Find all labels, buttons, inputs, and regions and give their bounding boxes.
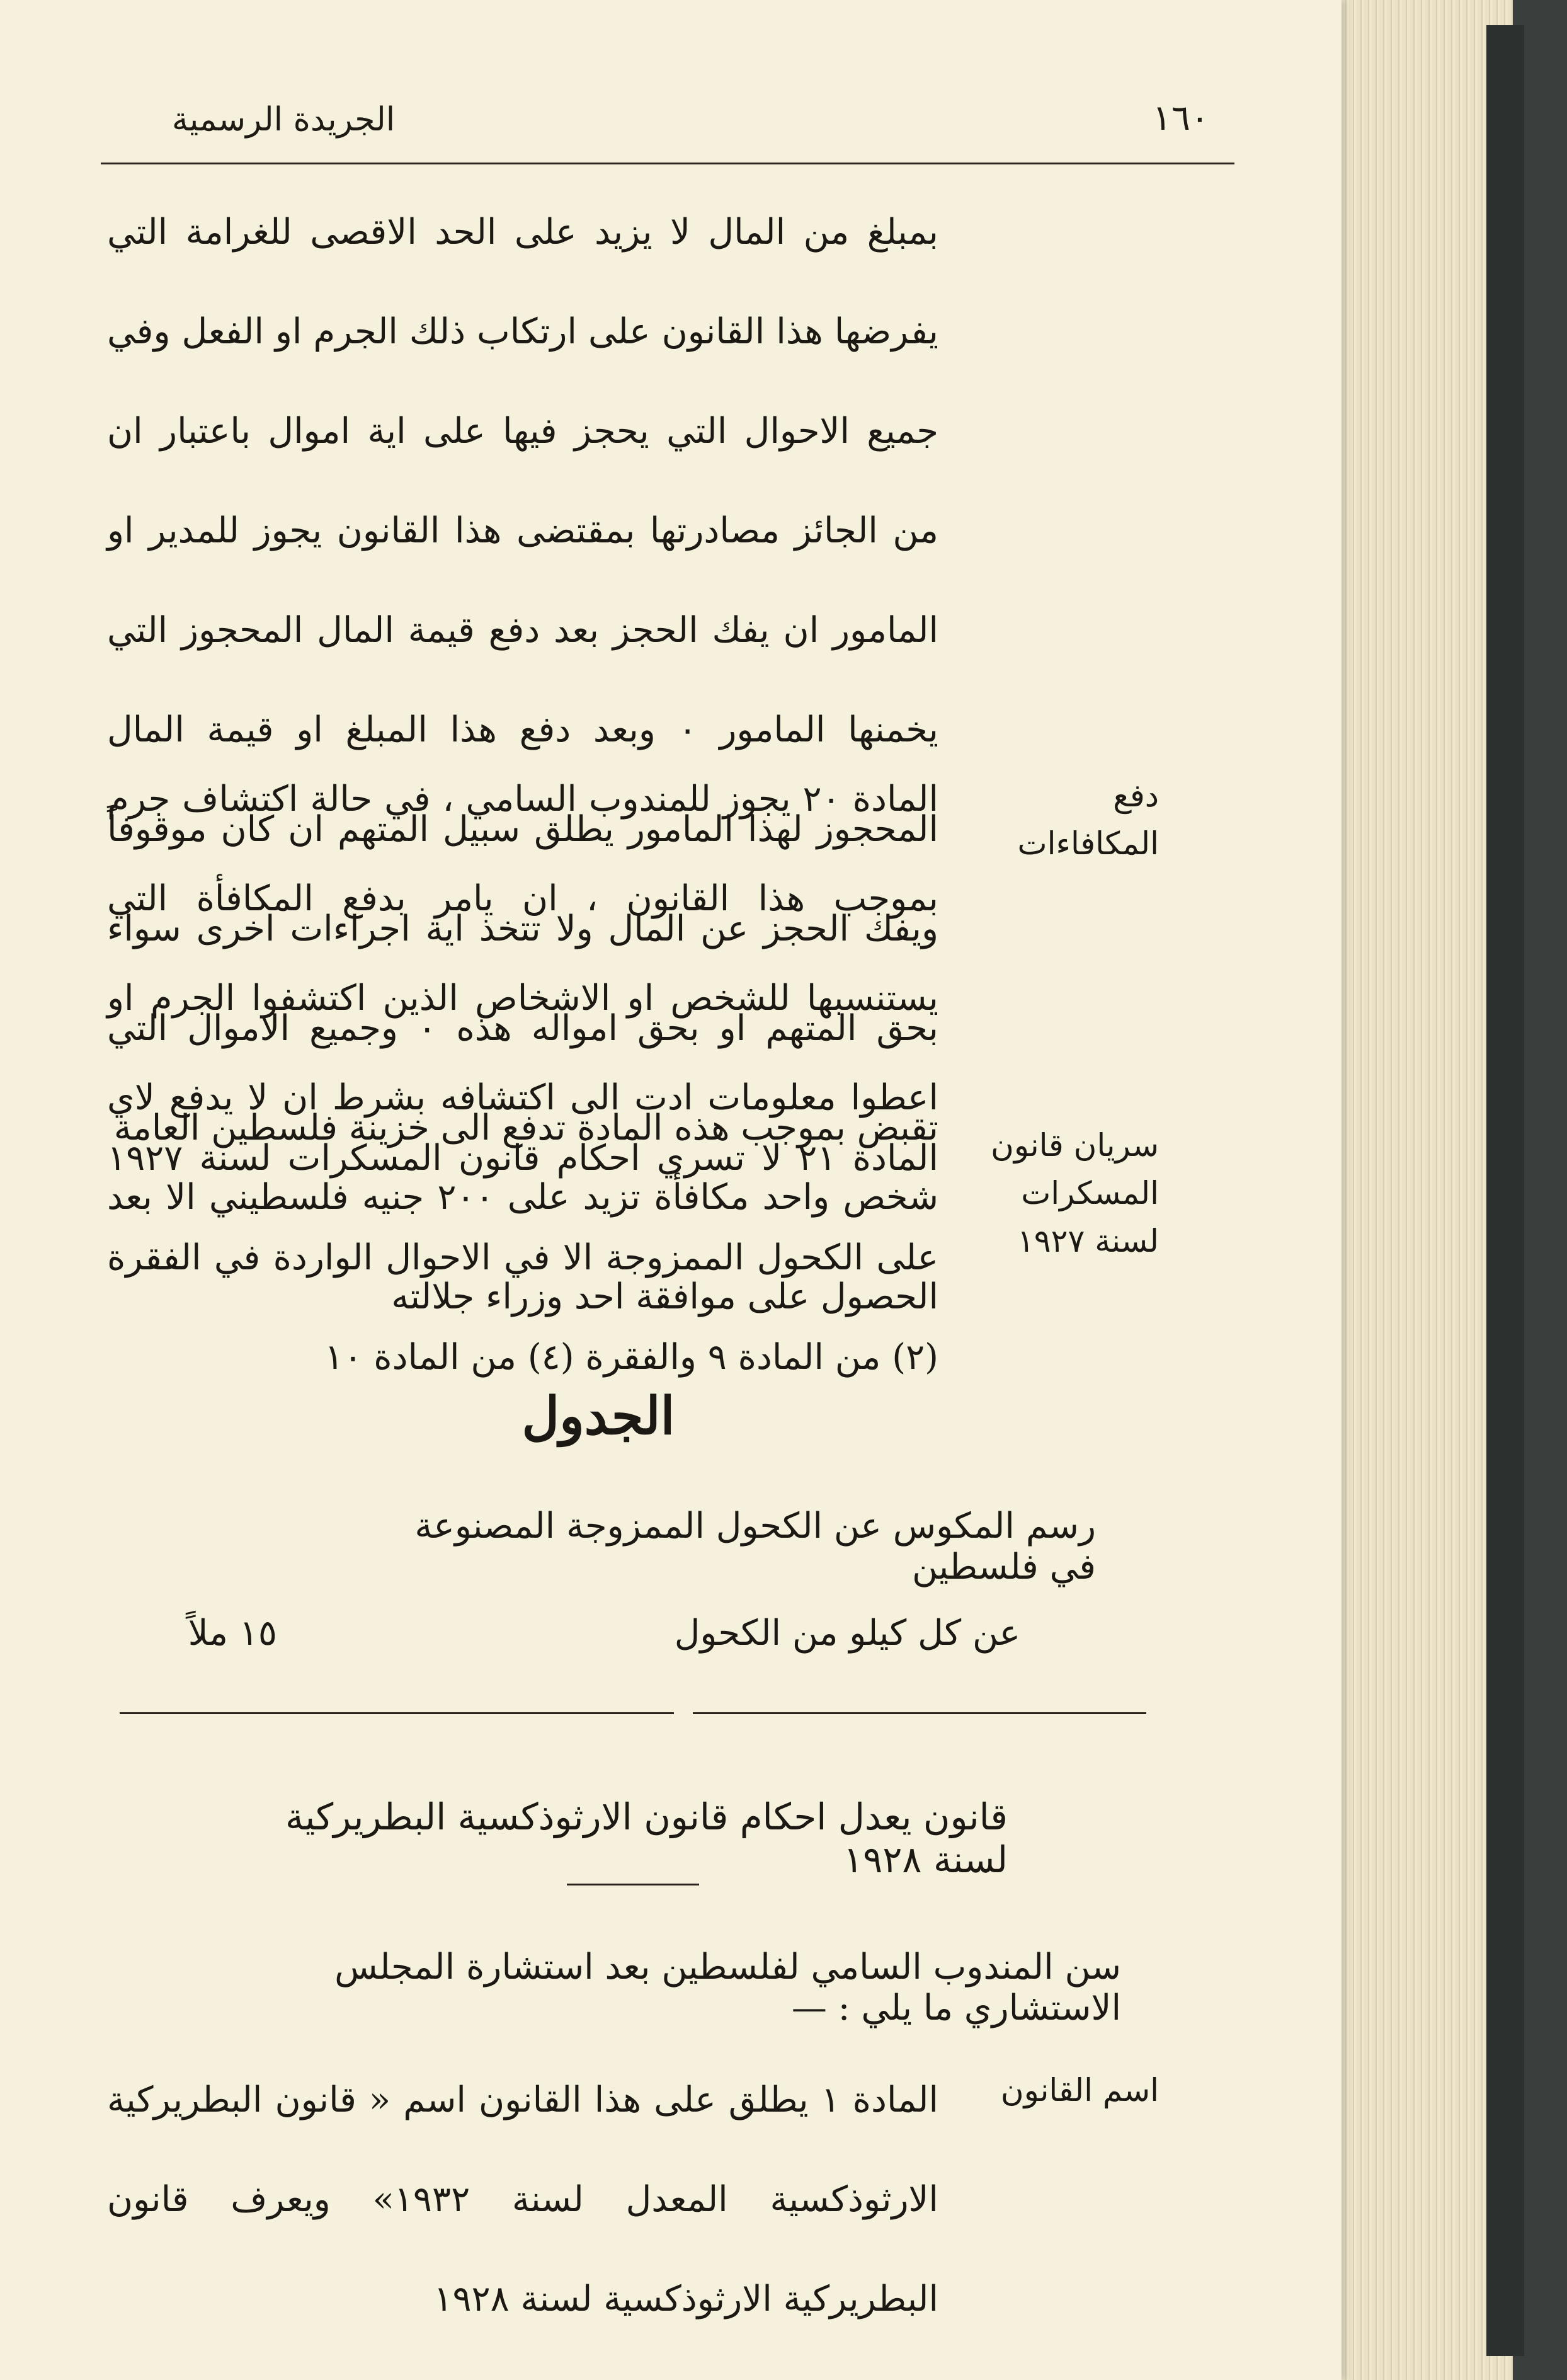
title-underline [567,1884,699,1885]
paragraph-article-1: المادة ١ يطلق على هذا القانون اسم « قانون البطريركية الارثوذكسية المعدل لسنة ١٩٣٢» ويعرف قانون البطريركية الارثوذكسية لسنة ١٩٢٨ [107,2080,939,2320]
section-divider-left [120,1712,674,1714]
margin-note-liquor-law: سريان قانون المسكرات لسنة ١٩٢٧ [991,1127,1159,1259]
schedule-item-value: ١٥ ملاً [188,1613,277,1654]
margin-note-law-name: اسم القانون [1000,2072,1159,2108]
paragraph-article-21: المادة ٢١ لا تسري احكام قانون المسكرات لسنة ١٩٢٧ على الكحول الممزوجة الا في الاحوال الواردة في الفقرة (٢) من المادة ٩ والفقرة (٤) من المادة ١٠ [107,1138,938,1378]
page-title: الجريدة الرسمية [171,101,396,139]
new-law-title: قانون يعدل احكام قانون الارثوذكسية البطريركية لسنة ١٩٢٨ [285,1795,1008,1881]
paragraph-article-20: المادة ٢٠ يجوز للمندوب السامي ، في حالة اكتشاف جرم بموجب هذا القانون ، ان يامر بدفع المكافأة التي يستنسبها للشخص او الاشخاص الذين اكتشفوا الجرم او اعطوا معلومات ادت الى اكتشافه بشرط ان لا يدفع لاي شخص واحد مكافأة تزيد على ٢٠٠ جنيه فلسطيني الا بعد الحصول على موافقة احد وزراء جلالته [107,779,938,1317]
book-cover-edge [1486,25,1524,2356]
paragraph-seizure-release: بمبلغ من المال لا يزيد على الحد الاقصى للغرامة التي يفرضها هذا القانون على ارتكاب ذلك الجرم او الفعل وفي جميع الاحوال التي يحجز فيها على اية اموال باعتبار ان من الجائز مصادرتها بمقتضى هذا القانون يجوز للمدير او المامور ان يفك الحجز بعد دفع قيمة المال المحجوز التي يخمنها المامور ٠ وبعد دفع هذا المبلغ او قيمة المال المحجوز لهذا المامور يطلق سبيل المتهم ان كان موقوفاً ويفك الحجز عن المال ولا تتخذ اية اجراءات اخرى سواء بحق المتهم او بحق امواله هذه ٠ وجميع الاموال التي تقبض بموجب هذه المادة تدفع الى خزينة فلسطين العامة [107,212,939,1148]
enactment-clause: سن المندوب السامي لفلسطين بعد استشارة المجلس الاستشاري ما يلي : — [334,1947,1121,2028]
section-divider-right [693,1712,1146,1714]
schedule-item-label: عن كل كيلو من الكحول [674,1613,1020,1654]
schedule-heading: الجدول [521,1386,675,1446]
page-number: ١٦٠ [1152,98,1209,139]
schedule-subtitle: رسم المكوس عن الكحول الممزوجة المصنوعة في فلسطين [414,1506,1096,1588]
header-divider [101,163,1234,164]
margin-note-rewards: دفع المكافاءات [1017,777,1159,862]
